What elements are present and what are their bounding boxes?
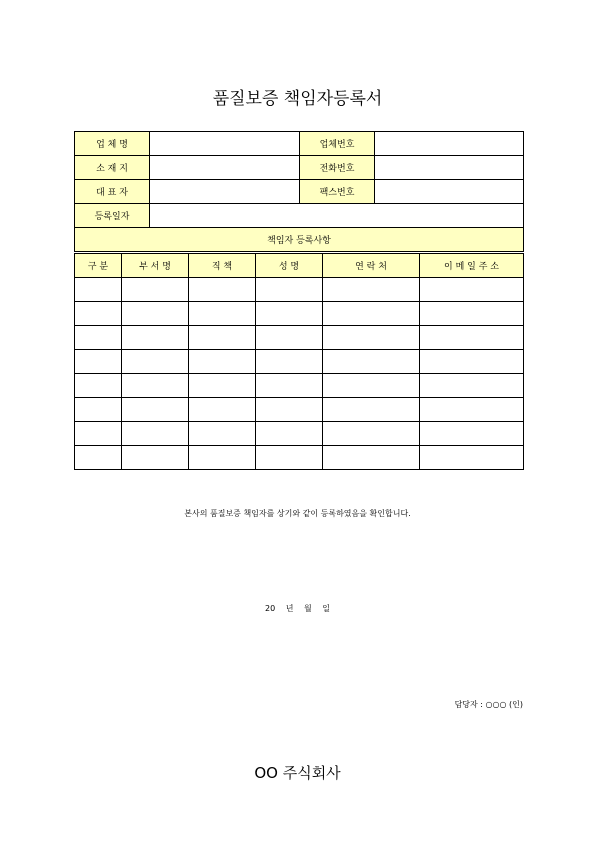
table-cell[interactable]	[189, 326, 256, 350]
table-cell[interactable]	[75, 350, 122, 374]
table-cell[interactable]	[75, 446, 122, 470]
manager-signature: 담당자 : ○○○ (인)	[454, 700, 523, 709]
table-cell[interactable]	[256, 446, 323, 470]
table-cell[interactable]	[323, 302, 420, 326]
table-row	[75, 422, 524, 446]
address-row	[75, 156, 524, 180]
table-cell[interactable]	[75, 374, 122, 398]
table-cell[interactable]	[420, 350, 524, 374]
table-cell[interactable]	[189, 446, 256, 470]
column-header: 이 메 일 주 소	[420, 254, 524, 278]
ceo-label: 대 표 자	[75, 180, 150, 204]
table-cell[interactable]	[122, 302, 189, 326]
table-cell[interactable]	[75, 278, 122, 302]
table-cell[interactable]	[323, 422, 420, 446]
document-title: 품질보증 책임자등록서	[212, 89, 383, 109]
fax-label: 팩스번호	[300, 180, 375, 204]
column-header: 구 분	[75, 254, 122, 278]
phone-field[interactable]	[375, 156, 524, 180]
ceo-field[interactable]	[150, 180, 300, 204]
address-label: 소 재 지	[75, 156, 150, 180]
table-cell[interactable]	[189, 398, 256, 422]
company-name-row	[75, 132, 524, 156]
registration-header-row	[75, 254, 524, 278]
table-row	[75, 398, 524, 422]
biz-no-field[interactable]	[375, 132, 524, 156]
table-cell[interactable]	[122, 398, 189, 422]
table-cell[interactable]	[420, 302, 524, 326]
table-cell[interactable]	[122, 326, 189, 350]
date-line: 20 년 월 일	[265, 604, 330, 613]
table-cell[interactable]	[122, 278, 189, 302]
table-cell[interactable]	[420, 326, 524, 350]
table-cell[interactable]	[122, 422, 189, 446]
table-row	[75, 374, 524, 398]
registration-body	[75, 278, 524, 470]
table-cell[interactable]	[75, 422, 122, 446]
table-cell[interactable]	[256, 278, 323, 302]
table-cell[interactable]	[420, 446, 524, 470]
column-header: 연 락 처	[323, 254, 420, 278]
table-cell[interactable]	[122, 374, 189, 398]
table-cell[interactable]	[420, 278, 524, 302]
column-header: 성 명	[256, 254, 323, 278]
table-cell[interactable]	[256, 326, 323, 350]
reg-date-label: 등록일자	[75, 204, 150, 228]
biz-no-label: 업체번호	[300, 132, 375, 156]
table-cell[interactable]	[75, 302, 122, 326]
table-row	[75, 350, 524, 374]
table-cell[interactable]	[323, 446, 420, 470]
table-cell[interactable]	[189, 302, 256, 326]
table-cell[interactable]	[189, 422, 256, 446]
company-name-field[interactable]	[150, 132, 300, 156]
table-cell[interactable]	[323, 278, 420, 302]
table-cell[interactable]	[122, 350, 189, 374]
table-row	[75, 446, 524, 470]
company-info-table	[74, 131, 524, 252]
table-cell[interactable]	[256, 422, 323, 446]
column-header: 직 책	[189, 254, 256, 278]
table-cell[interactable]	[189, 374, 256, 398]
registration-table	[74, 253, 524, 470]
table-cell[interactable]	[420, 422, 524, 446]
company-name: OO 주식회사	[254, 764, 341, 782]
table-cell[interactable]	[189, 278, 256, 302]
table-cell[interactable]	[323, 398, 420, 422]
table-cell[interactable]	[75, 398, 122, 422]
table-row	[75, 302, 524, 326]
table-cell[interactable]	[323, 374, 420, 398]
table-cell[interactable]	[420, 374, 524, 398]
table-cell[interactable]	[75, 326, 122, 350]
table-cell[interactable]	[122, 446, 189, 470]
table-cell[interactable]	[256, 350, 323, 374]
table-cell[interactable]	[189, 350, 256, 374]
table-cell[interactable]	[323, 350, 420, 374]
table-cell[interactable]	[256, 302, 323, 326]
phone-label: 전화번호	[300, 156, 375, 180]
fax-field[interactable]	[375, 180, 524, 204]
table-row	[75, 326, 524, 350]
confirmation-text: 본사의 품질보증 책임자를 상기와 같이 등록하였음을 확인합니다.	[184, 509, 411, 518]
column-header: 부 서 명	[122, 254, 189, 278]
section-title-row	[75, 228, 524, 252]
company-name-label: 업 체 명	[75, 132, 150, 156]
reg-date-field[interactable]	[150, 204, 524, 228]
table-cell[interactable]	[420, 398, 524, 422]
table-row	[75, 278, 524, 302]
table-cell[interactable]	[256, 374, 323, 398]
table-cell[interactable]	[323, 326, 420, 350]
address-field[interactable]	[150, 156, 300, 180]
registration-section-title: 책임자 등록사항	[75, 228, 524, 252]
table-cell[interactable]	[256, 398, 323, 422]
ceo-row	[75, 180, 524, 204]
reg-date-row	[75, 204, 524, 228]
